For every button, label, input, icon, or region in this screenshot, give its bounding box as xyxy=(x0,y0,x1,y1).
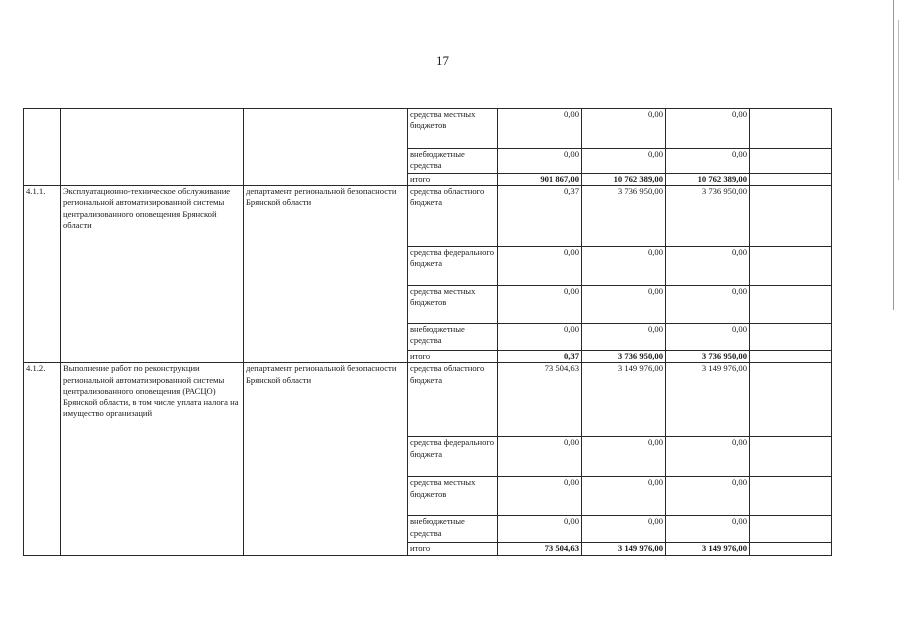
amount-cell: 0,00 xyxy=(666,286,750,324)
amount-cell: 0,00 xyxy=(498,516,582,543)
amount-cell: 0,00 xyxy=(666,149,750,174)
executor-name: департамент региональной безопасности Брянской области xyxy=(244,363,408,555)
funding-source: итого xyxy=(408,543,498,555)
empty-cell xyxy=(750,247,832,286)
empty-cell xyxy=(750,149,832,174)
funding-source: средства местных бюджетов xyxy=(408,286,498,324)
executor-cell xyxy=(244,109,408,186)
executor-name: департамент региональной безопасности Брянской области xyxy=(244,186,408,363)
item-code: 4.1.1. xyxy=(24,186,61,363)
table-row xyxy=(24,363,832,437)
activity-name: Выполнение работ по реконструкции региональной автоматизированной системы централизованного оповещения (РАСЦО) Брянской области, в том числе уплата налога на имущество организаций xyxy=(61,363,244,555)
amount-cell: 0,00 xyxy=(582,247,666,286)
funding-source: внебюджетные средства xyxy=(408,149,498,174)
amount-cell: 0,00 xyxy=(582,286,666,324)
item-code: 4.1.2. xyxy=(24,363,61,555)
amount-cell: 3 736 950,00 xyxy=(582,186,666,247)
empty-cell xyxy=(750,324,832,351)
amount-cell: 0,00 xyxy=(498,149,582,174)
activity-name-cell xyxy=(61,109,244,186)
amount-cell: 3 736 950,00 xyxy=(582,351,666,363)
amount-cell: 0,00 xyxy=(666,437,750,477)
amount-cell: 0,00 xyxy=(498,247,582,286)
amount-cell: 0,00 xyxy=(666,247,750,286)
amount-cell: 0,00 xyxy=(498,286,582,324)
amount-cell: 0,00 xyxy=(582,149,666,174)
amount-cell: 3 149 976,00 xyxy=(666,363,750,437)
funding-source: средства федерального бюджета xyxy=(408,247,498,286)
amount-cell: 0,00 xyxy=(498,477,582,516)
empty-cell xyxy=(750,543,832,555)
table-row xyxy=(24,186,832,247)
amount-cell: 3 149 976,00 xyxy=(582,543,666,555)
amount-cell: 3 736 950,00 xyxy=(666,351,750,363)
funding-source: средства местных бюджетов xyxy=(408,477,498,516)
amount-cell: 0,00 xyxy=(582,324,666,351)
amount-cell: 0,00 xyxy=(498,324,582,351)
empty-cell xyxy=(750,186,832,247)
amount-cell: 0,00 xyxy=(666,516,750,543)
amount-cell: 10 762 389,00 xyxy=(666,174,750,186)
amount-cell: 0,37 xyxy=(498,351,582,363)
empty-cell xyxy=(750,351,832,363)
empty-cell xyxy=(750,437,832,477)
page-number: 17 xyxy=(436,53,449,68)
activity-name: Эксплуатационно-техническое обслуживание региональной автоматизированной системы централизованного оповещения Брянской области xyxy=(61,186,244,363)
empty-cell xyxy=(750,109,832,149)
funding-source: итого xyxy=(408,174,498,186)
amount-cell: 0,00 xyxy=(582,516,666,543)
amount-cell: 10 762 389,00 xyxy=(582,174,666,186)
scan-edge-line xyxy=(893,0,896,310)
empty-cell xyxy=(750,477,832,516)
empty-cell xyxy=(750,363,832,437)
funding-source: итого xyxy=(408,351,498,363)
amount-cell: 0,00 xyxy=(582,437,666,477)
empty-cell xyxy=(750,174,832,186)
funding-source: внебюджетные средства xyxy=(408,324,498,351)
amount-cell: 0,00 xyxy=(582,109,666,149)
amount-cell: 3 149 976,00 xyxy=(666,543,750,555)
funding-source: средства областного бюджета xyxy=(408,186,498,247)
empty-cell xyxy=(750,516,832,543)
amount-cell: 901 867,00 xyxy=(498,174,582,186)
amount-cell: 3 149 976,00 xyxy=(582,363,666,437)
amount-cell: 0,00 xyxy=(666,109,750,149)
funding-source: внебюджетные средства xyxy=(408,516,498,543)
code-cell xyxy=(24,109,61,186)
funding-source: средства федерального бюджета xyxy=(408,437,498,477)
empty-cell xyxy=(750,286,832,324)
funding-source: средства местных бюджетов xyxy=(408,109,498,149)
scan-edge-line-secondary xyxy=(898,20,900,180)
budget-table xyxy=(23,108,832,556)
amount-cell: 0,37 xyxy=(498,186,582,247)
amount-cell: 0,00 xyxy=(582,477,666,516)
amount-cell: 0,00 xyxy=(498,109,582,149)
amount-cell: 73 504,63 xyxy=(498,543,582,555)
amount-cell: 3 736 950,00 xyxy=(666,186,750,247)
amount-cell: 73 504,63 xyxy=(498,363,582,437)
amount-cell: 0,00 xyxy=(498,437,582,477)
funding-source: средства областного бюджета xyxy=(408,363,498,437)
amount-cell: 0,00 xyxy=(666,477,750,516)
table-row xyxy=(24,109,832,149)
amount-cell: 0,00 xyxy=(666,324,750,351)
